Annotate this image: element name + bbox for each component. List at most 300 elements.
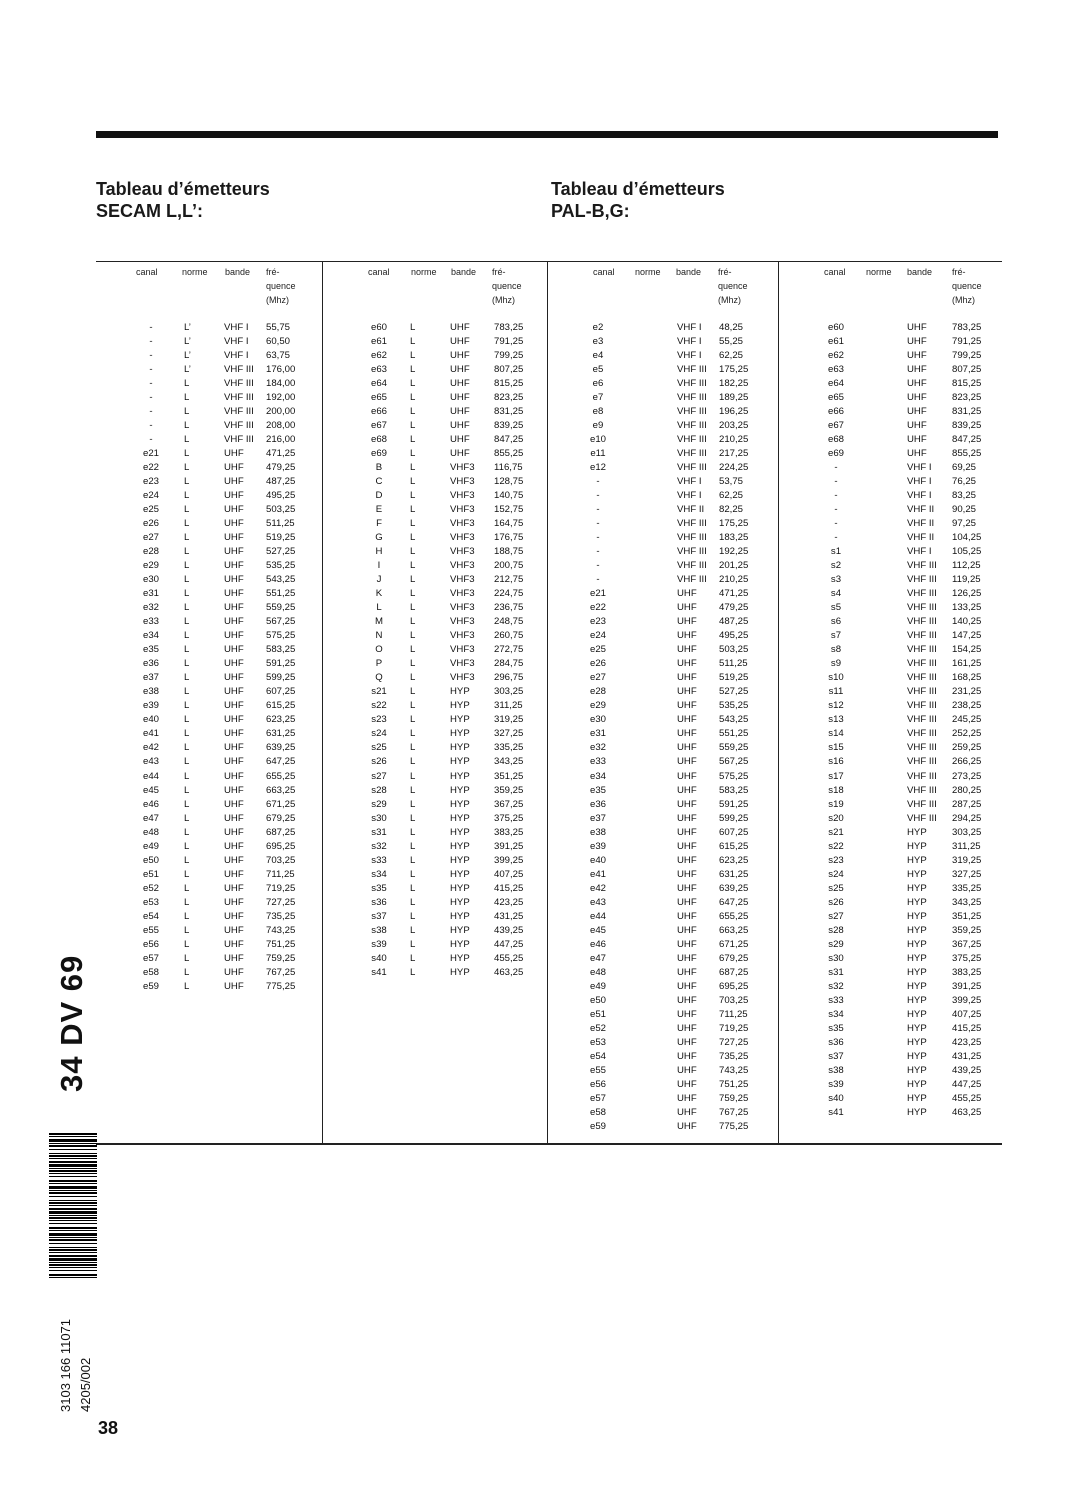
frequence-cell: 303,25 — [494, 686, 524, 698]
bande-cell: VHF I — [677, 490, 702, 502]
barcode-bar — [49, 1202, 97, 1204]
frequence-cell: 783,25 — [952, 322, 982, 333]
frequence-cell: 615,25 — [266, 700, 296, 712]
canal-cell: e11 — [590, 448, 606, 460]
bande-cell: VHF III — [224, 392, 254, 404]
canal-cell: s32 — [828, 980, 844, 992]
frequence-cell: 200,00 — [266, 406, 296, 418]
bande-cell: VHF III — [677, 364, 707, 376]
norme-cell: L — [410, 392, 416, 404]
canal-cell: e64 — [370, 378, 387, 390]
bande-cell: UHF — [224, 630, 244, 642]
barcode-bar — [49, 1133, 97, 1135]
norme-cell: L — [184, 392, 190, 404]
canal-cell: e50 — [142, 854, 159, 866]
bande-cell: VHF III — [677, 518, 707, 530]
canal-cell: e38 — [142, 686, 159, 698]
frequence-cell: 583,25 — [266, 644, 296, 656]
bande-cell: UHF — [677, 602, 697, 614]
frequence-cell: 76,25 — [952, 476, 977, 488]
barcode-bar — [49, 1205, 97, 1206]
bande-cell: HYP — [450, 952, 470, 964]
frequence-cell: 423,25 — [952, 1036, 982, 1048]
canal-cell: s16 — [828, 756, 844, 768]
norme-cell: L — [410, 714, 416, 726]
frequence-cell: 184,00 — [266, 378, 296, 390]
canal-cell: e51 — [589, 1008, 606, 1020]
canal-cell: e34 — [142, 630, 159, 642]
bande-cell: UHF — [224, 882, 244, 894]
bande-cell: HYP — [907, 882, 927, 894]
norme-cell: L’ — [184, 336, 191, 348]
bande-cell: VHF III — [907, 756, 937, 768]
frequence-cell: 280,25 — [952, 784, 982, 796]
bande-cell: UHF — [224, 742, 244, 754]
norme-cell: L — [410, 420, 416, 432]
frequence-header: fré- quence (Mhz) — [492, 267, 522, 305]
norme-cell: L — [184, 490, 190, 502]
bande-cell: VHF III — [224, 434, 254, 446]
frequence-cell: 192,25 — [719, 546, 749, 558]
canal-cell: e47 — [589, 952, 606, 964]
bande-cell: HYP — [907, 938, 927, 950]
frequence-cell: 711,25 — [719, 1008, 748, 1020]
frequence-cell: 175,25 — [719, 364, 749, 376]
barcode-bar — [49, 1264, 97, 1266]
canal-cell: e43 — [142, 756, 159, 768]
model-number: 34 DV 69 — [54, 954, 89, 1092]
canal-cell: s24 — [371, 728, 387, 740]
canal-cell: s19 — [828, 798, 844, 810]
frequence-cell: 147,25 — [952, 630, 982, 642]
norme-cell: L — [184, 686, 190, 698]
barcode-bar — [49, 1247, 97, 1248]
bande-cell: HYP — [450, 700, 470, 712]
pal-title: Tableau d’émetteurs — [551, 179, 725, 199]
norme-cell: L — [410, 854, 416, 866]
frequence-cell: 591,25 — [719, 798, 749, 810]
frequence-cell: 559,25 — [266, 602, 296, 614]
canal-cell: e53 — [142, 896, 159, 908]
bande-cell: UHF — [677, 1050, 697, 1062]
frequence-cell: 252,25 — [952, 728, 982, 740]
norme-cell: L — [184, 476, 190, 488]
canal-cell: s23 — [371, 714, 387, 726]
bande-cell: VHF3 — [450, 658, 475, 670]
norme-cell: L’ — [184, 350, 191, 362]
frequence-cell: 831,25 — [952, 406, 982, 418]
canal-cell: s20 — [828, 812, 844, 824]
norme-cell: L — [410, 574, 416, 586]
canal-cell: s41 — [828, 1106, 844, 1118]
frequence-cell: 543,25 — [719, 714, 749, 726]
frequence-cell: 599,25 — [266, 672, 296, 684]
frequence-cell: 703,25 — [266, 854, 296, 866]
bande-cell: UHF — [677, 686, 697, 698]
frequence-cell: 311,25 — [494, 700, 523, 712]
bande-cell: VHF III — [907, 574, 937, 586]
canal-cell: e51 — [142, 868, 159, 880]
frequence-cell: 48,25 — [719, 322, 744, 333]
norme-cell: L — [184, 658, 190, 670]
canal-cell: e10 — [589, 434, 606, 446]
frequence-cell: 567,25 — [719, 756, 749, 768]
norme-cell: L — [410, 672, 416, 684]
frequence-cell: 188,75 — [494, 546, 524, 558]
canal-cell: - — [834, 504, 838, 516]
barcode-bar — [49, 1158, 97, 1159]
canal-cell: e21 — [589, 588, 606, 600]
norme-cell: L — [184, 854, 190, 866]
barcode-bar — [49, 1155, 97, 1157]
bande-cell: UHF — [450, 364, 470, 376]
barcode-bar — [49, 1153, 97, 1154]
table-block — [322, 261, 547, 1141]
canal-cell: - — [149, 364, 153, 376]
frequence-cell: 495,25 — [266, 490, 296, 502]
frequence-cell: 559,25 — [719, 742, 749, 754]
frequence-cell: 236,75 — [494, 602, 524, 614]
barcode-bar — [49, 1223, 97, 1224]
canal-cell: e44 — [142, 770, 159, 782]
canal-cell: s28 — [828, 924, 844, 936]
canal-cell: s30 — [371, 812, 387, 824]
frequence-cell: 447,25 — [952, 1078, 982, 1090]
canal-cell: e29 — [589, 700, 606, 712]
canal-cell: e57 — [142, 952, 159, 964]
bande-cell: VHF I — [907, 462, 932, 474]
bande-cell: VHF III — [224, 406, 254, 418]
frequence-cell: 287,25 — [952, 798, 982, 810]
bande-cell: VHF III — [907, 588, 937, 600]
frequence-cell: 224,75 — [494, 588, 524, 600]
canal-cell: s6 — [830, 616, 842, 628]
norme-cell: L — [410, 770, 416, 782]
canal-cell: s28 — [371, 784, 387, 796]
barcode-bar — [49, 1255, 97, 1257]
bande-cell: HYP — [450, 742, 470, 754]
canal-cell: e50 — [589, 994, 606, 1006]
bande-cell: UHF — [224, 714, 244, 726]
frequence-cell: 727,25 — [719, 1036, 749, 1048]
barcode — [49, 1133, 97, 1279]
bande-cell: UHF — [677, 868, 697, 880]
bande-header: bande — [225, 267, 251, 277]
norme-cell: L — [184, 924, 190, 936]
canal-cell: e30 — [142, 574, 159, 586]
frequence-cell: 487,25 — [266, 476, 296, 488]
canal-cell: - — [834, 476, 838, 488]
norme-cell: L — [410, 840, 416, 852]
frequence-cell: 479,25 — [266, 462, 296, 474]
frequence-cell: 335,25 — [952, 882, 982, 894]
norme-cell: L — [410, 532, 416, 544]
canal-cell: e63 — [827, 364, 844, 376]
frequence-cell: 431,25 — [494, 910, 524, 922]
frequence-cell: 175,25 — [719, 518, 749, 530]
norme-cell: L — [410, 756, 416, 768]
norme-cell: L — [410, 910, 416, 922]
frequence-cell: 719,25 — [719, 1022, 749, 1034]
canal-cell: e67 — [827, 420, 844, 432]
norme-cell: L — [184, 560, 190, 572]
bande-cell: VHF II — [907, 532, 935, 544]
frequence-cell: 259,25 — [952, 742, 982, 754]
canal-cell: e24 — [589, 630, 606, 642]
bande-cell: UHF — [224, 448, 244, 460]
bande-cell: HYP — [907, 854, 927, 866]
table-block — [778, 261, 1002, 1141]
frequence-cell: 327,25 — [494, 728, 524, 740]
frequence-cell: 823,25 — [494, 392, 524, 404]
bande-cell: VHF I — [224, 322, 249, 333]
norme-cell: L’ — [184, 364, 191, 376]
frequence-cell: 196,25 — [719, 406, 749, 418]
frequence-cell: 679,25 — [719, 952, 749, 964]
canal-cell: s3 — [830, 574, 842, 586]
bande-cell: HYP — [907, 1022, 927, 1034]
bande-cell: UHF — [907, 434, 927, 446]
bande-cell: VHF III — [677, 434, 707, 446]
canal-cell: e42 — [142, 742, 159, 754]
frequence-cell: 631,25 — [266, 728, 296, 740]
frequence-cell: 751,25 — [266, 938, 296, 950]
bande-cell: VHF3 — [450, 630, 475, 642]
frequence-cell: 83,25 — [952, 490, 977, 502]
bande-cell: VHF3 — [450, 532, 475, 544]
frequence-cell: 839,25 — [494, 420, 524, 432]
bande-cell: VHF III — [677, 574, 707, 586]
canal-cell: s1 — [830, 546, 842, 558]
frequence-cell: 104,25 — [952, 532, 982, 544]
frequence-cell: 62,25 — [719, 350, 744, 362]
canal-cell: e23 — [589, 616, 606, 628]
canal-cell: e30 — [589, 714, 606, 726]
frequence-cell: 503,25 — [266, 504, 296, 516]
frequence-cell: 53,75 — [719, 476, 744, 488]
frequence-cell: 679,25 — [266, 812, 296, 824]
frequence-cell: 319,25 — [494, 714, 524, 726]
canal-cell: s40 — [371, 952, 387, 964]
frequence-cell: 210,25 — [719, 574, 749, 586]
bande-cell: UHF — [224, 770, 244, 782]
frequence-cell: 311,25 — [952, 840, 981, 852]
bande-cell: HYP — [450, 840, 470, 852]
frequence-cell: 775,25 — [266, 980, 296, 992]
bande-cell: VHF I — [907, 490, 932, 502]
bande-cell: UHF — [224, 518, 244, 530]
bande-cell: HYP — [907, 896, 927, 908]
canal-cell: e54 — [589, 1050, 606, 1062]
canal-cell: M — [375, 616, 383, 628]
frequence-cell: 303,25 — [952, 826, 982, 838]
canal-cell: e60 — [370, 322, 387, 333]
barcode-bar — [49, 1196, 97, 1197]
canal-cell: - — [834, 490, 838, 502]
frequence-cell: 647,25 — [266, 756, 296, 768]
frequence-cell: 639,25 — [719, 882, 749, 894]
norme-cell: L — [410, 448, 416, 460]
bande-cell: HYP — [907, 980, 927, 992]
bande-cell: HYP — [450, 896, 470, 908]
bande-cell: HYP — [450, 798, 470, 810]
frequence-cell: 767,25 — [266, 966, 296, 978]
bande-cell: UHF — [224, 658, 244, 670]
norme-cell: L — [184, 784, 190, 796]
frequence-cell: 519,25 — [719, 672, 749, 684]
bande-cell: VHF III — [677, 406, 707, 418]
frequence-cell: 719,25 — [266, 882, 296, 894]
norme-cell: L — [184, 910, 190, 922]
norme-cell: L — [184, 840, 190, 852]
frequence-cell: 671,25 — [266, 798, 296, 810]
page-number: 38 — [98, 1418, 119, 1438]
frequence-cell: 152,75 — [494, 504, 524, 516]
bande-cell: UHF — [224, 868, 244, 880]
frequence-cell: 743,25 — [266, 924, 296, 936]
canal-cell: - — [596, 504, 600, 516]
frequence-cell: 591,25 — [266, 658, 296, 670]
frequence-cell: 631,25 — [719, 868, 749, 880]
norme-cell: L — [184, 602, 190, 614]
bande-cell: VHF III — [677, 448, 707, 460]
transmitter-table — [96, 261, 1002, 1145]
canal-cell: s37 — [828, 1050, 844, 1062]
bande-cell: UHF — [677, 840, 697, 852]
frequence-cell: 655,25 — [266, 770, 296, 782]
barcode-bar — [49, 1164, 97, 1167]
bande-cell: UHF — [224, 616, 244, 628]
table-block — [547, 261, 778, 1141]
canal-cell: s34 — [828, 1008, 844, 1020]
norme-header: norme — [866, 267, 892, 277]
bande-cell: UHF — [224, 952, 244, 964]
norme-cell: L — [184, 462, 190, 474]
canal-cell: e21 — [142, 448, 159, 460]
norme-cell: L — [410, 938, 416, 950]
canal-cell: - — [596, 518, 600, 530]
norme-cell: L — [410, 434, 416, 446]
barcode-bar — [49, 1217, 97, 1219]
bande-cell: UHF — [677, 1008, 697, 1020]
norme-cell: L — [410, 826, 416, 838]
bande-cell: UHF — [224, 784, 244, 796]
frequence-cell: 62,25 — [719, 490, 744, 502]
bande-cell: VHF III — [907, 728, 937, 740]
bande-cell: VHF3 — [450, 462, 475, 474]
bande-cell: VHF III — [907, 560, 937, 572]
canal-cell: s10 — [828, 672, 844, 684]
bande-cell: UHF — [224, 756, 244, 768]
frequence-cell: 231,25 — [952, 686, 982, 698]
bande-cell: UHF — [224, 532, 244, 544]
canal-cell: e47 — [142, 812, 159, 824]
barcode-bar — [49, 1161, 97, 1163]
bande-cell: UHF — [224, 462, 244, 474]
bande-cell: UHF — [907, 364, 927, 376]
barcode-bar — [49, 1211, 97, 1214]
canal-cell: e31 — [589, 728, 606, 740]
bande-cell: VHF III — [677, 546, 707, 558]
canal-cell: s4 — [830, 588, 842, 600]
norme-cell: L — [410, 882, 416, 894]
frequence-cell: 735,25 — [266, 910, 296, 922]
norme-cell: L — [184, 966, 190, 978]
frequence-cell: 319,25 — [952, 854, 982, 866]
frequence-cell: 126,25 — [952, 588, 982, 600]
canal-cell: s9 — [830, 658, 842, 670]
barcode-bar — [49, 1168, 97, 1169]
barcode-bar — [49, 1237, 97, 1238]
canal-cell: s27 — [828, 910, 844, 922]
norme-cell: L — [184, 714, 190, 726]
canal-cell: s35 — [371, 882, 387, 894]
canal-cell: e59 — [142, 980, 159, 992]
norme-cell: L — [410, 378, 416, 390]
bande-cell: VHF I — [907, 546, 932, 558]
canal-cell: e49 — [589, 980, 606, 992]
frequence-cell: 799,25 — [952, 350, 982, 362]
bande-cell: UHF — [450, 406, 470, 418]
norme-cell: L — [410, 644, 416, 656]
bande-cell: UHF — [450, 350, 470, 362]
frequence-cell: 182,25 — [719, 378, 749, 390]
frequence-cell: 839,25 — [952, 420, 982, 432]
bande-cell: VHF III — [907, 616, 937, 628]
canal-cell: e66 — [827, 406, 844, 418]
frequence-cell: 359,25 — [494, 784, 524, 796]
canal-cell: e65 — [827, 392, 844, 404]
bande-cell: VHF III — [907, 784, 937, 796]
norme-cell: L — [184, 896, 190, 908]
bande-cell: UHF — [224, 798, 244, 810]
norme-cell: L — [410, 504, 416, 516]
frequence-cell: 407,25 — [494, 868, 524, 880]
barcode-bar — [49, 1139, 97, 1142]
frequence-cell: 503,25 — [719, 644, 749, 656]
canal-cell: s25 — [828, 882, 844, 894]
canal-cell: e26 — [142, 518, 159, 530]
barcode-bar — [49, 1262, 97, 1263]
norme-cell: L’ — [184, 322, 191, 333]
bande-cell: UHF — [224, 980, 244, 992]
frequence-cell: 55,25 — [719, 336, 744, 348]
canal-cell: s24 — [828, 868, 844, 880]
frequence-cell: 335,25 — [494, 742, 524, 754]
bande-cell: VHF III — [224, 420, 254, 432]
frequence-cell: 687,25 — [719, 966, 749, 978]
bande-cell: UHF — [677, 1120, 697, 1132]
norme-cell: L — [184, 868, 190, 880]
bande-cell: VHF III — [677, 560, 707, 572]
pal-subtitle: PAL-B,G: — [551, 201, 630, 221]
bande-cell: UHF — [677, 882, 697, 894]
bande-cell: UHF — [677, 910, 697, 922]
bande-cell: VHF III — [907, 672, 937, 684]
canal-cell: e43 — [589, 896, 606, 908]
frequence-cell: 201,25 — [719, 560, 749, 572]
canal-cell: - — [149, 378, 153, 390]
canal-cell: e37 — [589, 812, 606, 824]
canal-cell: s23 — [828, 854, 844, 866]
frequence-cell: 711,25 — [266, 868, 295, 880]
frequence-cell: 245,25 — [952, 714, 982, 726]
canal-cell: s38 — [828, 1064, 844, 1076]
norme-cell: L — [410, 896, 416, 908]
canal-cell: e33 — [142, 616, 159, 628]
bande-cell: UHF — [677, 672, 697, 684]
frequence-cell: 607,25 — [266, 686, 296, 698]
